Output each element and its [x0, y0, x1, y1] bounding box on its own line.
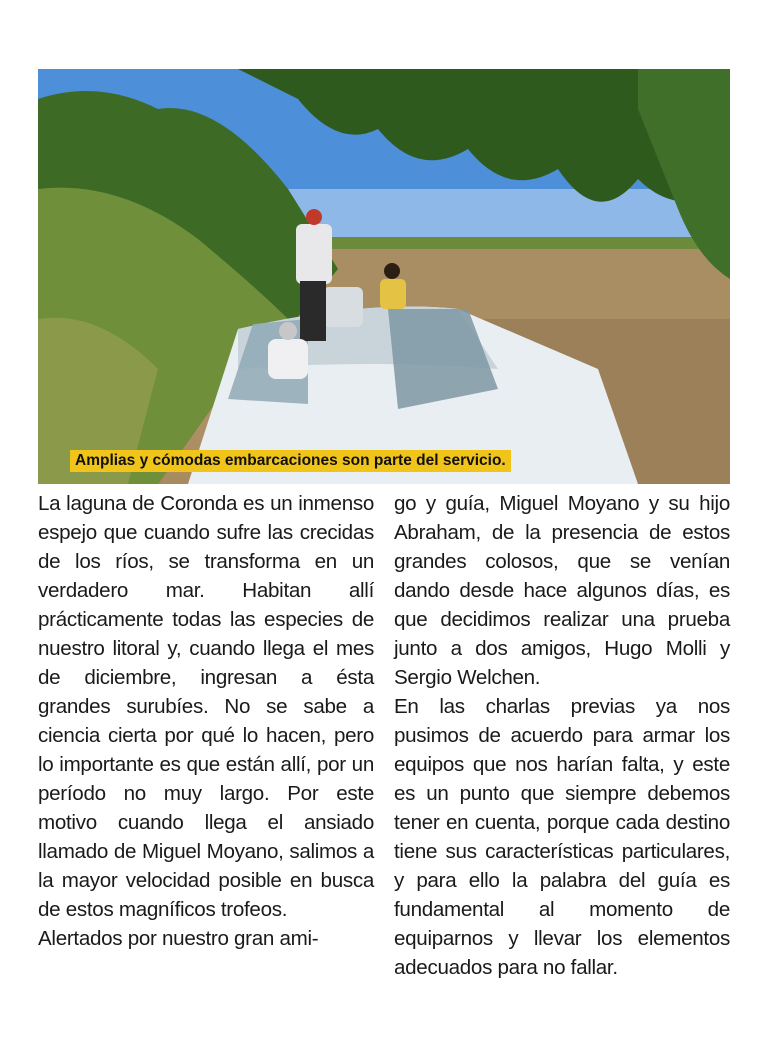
- article-photo: [38, 69, 730, 484]
- boat-river-illustration: [38, 69, 730, 484]
- photo-caption: Amplias y cómodas embarcaciones son parte del servicio.: [70, 450, 511, 472]
- article-column-left: [38, 489, 374, 982]
- paragraph: Alertados por nuestro gran ami-: [38, 927, 319, 950]
- paragraph: go y guía, Miguel Moyano y su hijo Abraham, de la presencia de estos grandes colosos, que se venían dando desde hace algunos días, es que decidimos realizar una prueba junto a dos amigos, Hugo Molli y Sergio Welchen.: [394, 492, 730, 689]
- article-body: [38, 489, 730, 982]
- article-column-right: [394, 489, 730, 982]
- paragraph: En las charlas previas ya nos pusimos de acuerdo para armar los equipos que nos harían falta, y este es un punto que siempre debemos tener en cuenta, porque cada destino tiene sus características particulares, y para ello la palabra del guía es fundamental al momento de equiparnos y llevar los elementos adecuados para no fallar.: [394, 695, 730, 979]
- paragraph: La laguna de Coronda es un inmenso espejo que cuando sufre las crecidas de los ríos, se transforma en un verdadero mar. Habitan allí prácticamente todas las especies de nuestro litoral y, cuando llega el mes de diciembre, ingresan a ésta grandes surubíes. No se sabe a ciencia cierta por qué lo hacen, pero lo importante es que están allí, por un período no muy largo. Por este motivo cuando llega el ansiado llamado de Miguel Moyano, salimos a la mayor velocidad posible en busca de estos magníficos trofeos.: [38, 492, 374, 921]
